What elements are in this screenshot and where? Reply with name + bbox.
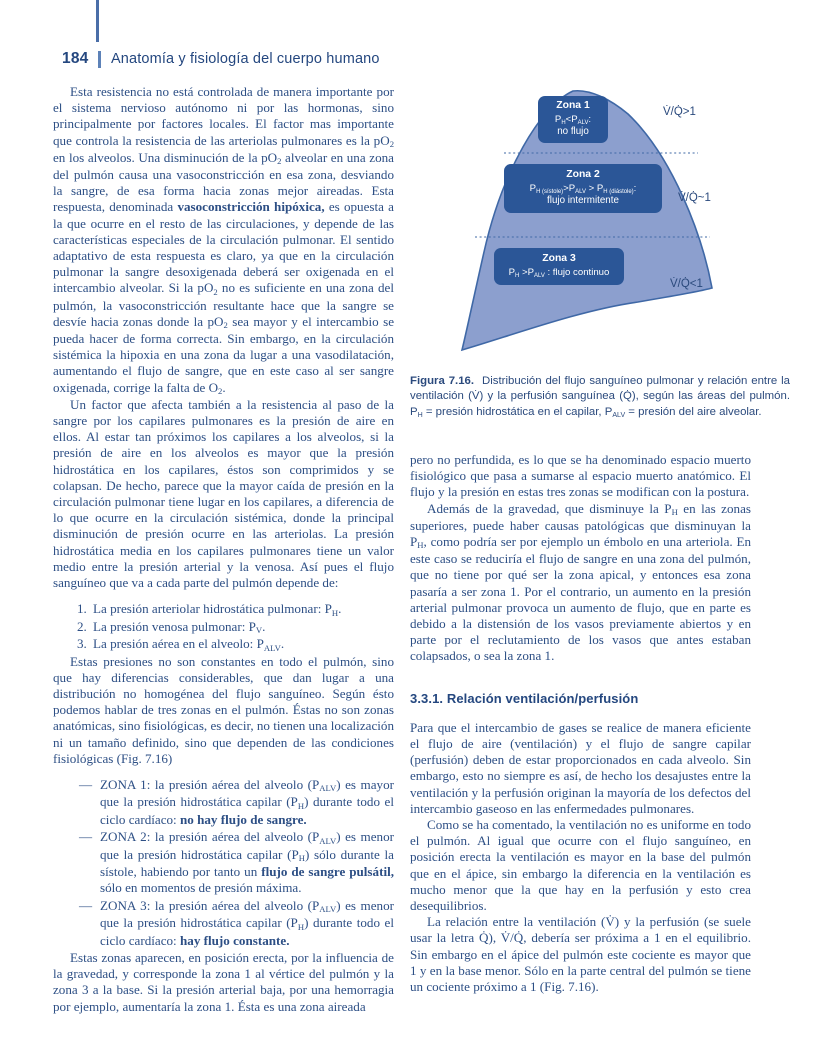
- list-item: [53, 619, 394, 636]
- subscript: ALV: [534, 272, 545, 279]
- list-item-text: ZONA 3: la presión aérea del alveolo (P: [100, 897, 320, 913]
- text-run: :: [588, 113, 592, 125]
- subscript: H: [331, 607, 339, 618]
- subscript: 2: [213, 286, 218, 297]
- text-run: :: [633, 182, 637, 194]
- bleed-marker: [96, 0, 99, 42]
- text-run: ) durante todo el ciclo cardíaco:: [100, 794, 394, 827]
- subscript: H: [417, 540, 424, 551]
- zone2-emphasis: flujo de sangre pulsátil,: [261, 863, 394, 879]
- list-item-text: La presión aérea en el alveolo: P: [93, 636, 264, 652]
- list-item-text: La presión arteriolar hidrostática pulmonar: P: [93, 601, 332, 617]
- term-vasoconstriccion-hipoxica: vasoconstricción hipóxica,: [177, 199, 325, 215]
- list-dash: —: [79, 897, 93, 913]
- text-run: en las zonas superiores, puede haber causas patológicas que disminuyan la P: [410, 500, 751, 550]
- paragraph-factor-resistencia: Un factor que afecta también a la resistencia al paso de la sangre por los capilares pulmonares es la presión de aire en ellos. Al estar tan próximos los capilares a los alveolos, si la presión de aire en los alveolos es mayor que la presión hidrostática en los capilares, éstos son comprimidos y se colapsan. De hecho, parece que la mayor caída de presión en la circulación pulmonar tiene lugar en los capilares, a diferencia de lo que ocurre en la circulación sistémica, donde la principal disminución de presión ocurre en las arteriolas. La presión hidrostática media en los capilares pulmonares tiene un valor medio entre la presión arterial y la venosa. Así pues el flujo sanguíneo que va a cada parte del pulmón depende de:: [53, 396, 394, 591]
- text-run: Además de la gravedad, que disminuye la P: [427, 500, 672, 516]
- running-head: [62, 50, 380, 68]
- right-text-column: [410, 452, 751, 995]
- paragraph-ventilacion-no-uniforme: Como se ha comentado, la ventilación no es uniforme en todo el pulmón. Al igual que ocurre con el flujo sanguíneo, en posición erecta la ventilación es mayor en la base del pulmón que en el ápice, sin embargo la diferencia en la ventilación es mucho menor que la que hay en la perfusión y esto crea desequilibrios.: [410, 817, 751, 914]
- text-run: >P: [563, 182, 576, 194]
- paragraph-espacio-muerto: pero no perfundida, es lo que se ha denominado espacio muerto fisiológico que pasa a sumarse al espacio muerto anatómico. El flujo y la presión en estas tres zonas se modifican con la postura.: [410, 452, 751, 500]
- paragraph-relacion-vq: La relación entre la ventilación (V̇) y la perfusión (se suele usar la letra Q̇), V̇/Q̇, debería ser próxima a 1 en el equilibrio. Sin embargo en el ápice del pulmón este cociente es mayor que 1 y en la base menor. Sólo en la parte central del pulmón se tiene un cociente próximo a 1 (Fig. 7.16).: [410, 914, 751, 995]
- paragraph-intercambio-gases: Para que el intercambio de gases se realice de manera eficiente el flujo de aire (ventilación) y el flujo de sangre capilar (perfusión) deben de estar proporcionados en cada alveolo. Sin embargo, esto no siempre es así, de hecho los desajustes entre la ventilación y la perfusión originan la mayoría de los defectos del intercambio gaseoso en las enfermedades pulmonares.: [410, 719, 751, 816]
- text-run: sea mayor y el intercambio se pueda hacer de forma correcta. Sin embargo, en la circulación sistémica la hipoxia en una zona da lugar a una vasodilatación, aumentando el flujo de sangre, que en este caso al ser sangre oxigenada, corrige la falta de O: [53, 313, 395, 395]
- text-run: = presión hidrostática en el capilar, P: [422, 405, 613, 418]
- zone-definition-list: [53, 777, 394, 949]
- list-item: [53, 898, 394, 949]
- zone-1-title: Zona 1: [556, 100, 590, 111]
- zone-3-title: Zona 3: [542, 253, 576, 264]
- subscript: H: [298, 852, 305, 863]
- list-item-text: La presión venosa pulmonar: P: [93, 618, 256, 634]
- subscript: H: [561, 119, 566, 126]
- text-run: es opuesta a la que ocurre en el resto de las circulaciones, y depende de las características especiales de la circulación pulmonar. El sentido adaptativo de esta respuesta es claro, ya que en la circulación pulmonar la sangre desoxigenada deberá ser oxigenada en el intercambio alveolar. Si la pO: [53, 199, 394, 296]
- text-run: ) es menor que la presión hidrostática capilar (P: [100, 829, 395, 862]
- text-run: sólo en momentos de presión máxima.: [100, 880, 302, 896]
- zone-1-caption: no flujo: [557, 125, 589, 137]
- subscript: ALV: [319, 783, 337, 794]
- figure-caption: [410, 374, 790, 421]
- text-run: Esta resistencia no está controlada de manera importante por el sistema nervioso autónomo ni por las hormonas, sino principalmente por factores locales. El factor mas importante que controla la resistencia de las arteriolas pulmonares es la pO: [53, 84, 394, 148]
- subscript: ALV: [319, 904, 337, 915]
- subscript: H (diástole): [603, 188, 634, 195]
- list-item: [53, 601, 394, 618]
- text-run: <P: [565, 113, 578, 125]
- zone-3-box: [494, 248, 624, 285]
- zone-2-formula: [510, 183, 656, 195]
- list-dash: —: [79, 776, 93, 792]
- vq-ratio-label-zone1: V̇/Q̇>1: [663, 106, 696, 118]
- list-item-text: ZONA 1: la presión aérea del alveolo (P: [100, 776, 320, 792]
- text-run: > P: [585, 182, 604, 194]
- list-dash: —: [79, 829, 93, 845]
- running-head-divider: [98, 51, 101, 68]
- text-run: ) es mayor que la presión hidrostática capilar (P: [100, 776, 395, 810]
- subscript: H: [297, 921, 305, 932]
- caption-text: Distribución del flujo sanguíneo pulmonar y relación entre la ventilación (V̇) y la perfusión sanguínea (Q̇), según las áreas del pulmón. P: [410, 375, 790, 418]
- pressure-factor-list: [53, 601, 394, 653]
- subscript: 2: [389, 139, 394, 150]
- book-title: Anatomía y fisiología del cuerpo humano: [110, 51, 380, 67]
- list-marker: 3.: [77, 636, 87, 652]
- subscript: 2: [223, 320, 228, 331]
- text-run: no es suficiente en una zona del pulmón, la vasoconstricción resultante hace que la sangre se desvíe hacia zonas donde la pO: [53, 280, 394, 329]
- zone3-emphasis: hay flujo constante.: [179, 932, 290, 948]
- subscript: 2: [218, 386, 223, 397]
- text-run: P: [529, 182, 537, 194]
- list-item-text: ZONA 2: la presión aérea del alveolo (P: [100, 829, 320, 845]
- figure-label: Figura 7.16.: [410, 375, 475, 387]
- zone-1-box: [538, 96, 608, 143]
- text-run: ) es menor que la presión hidrostática capilar (P: [100, 897, 395, 931]
- subscript: ALV: [612, 411, 626, 419]
- text-run: alveolar en una zona del pulmón causa una vasoconstricción en esa zona, desviando la sangre, de esa forma hacia zonas mejor aireadas. Esta respuesta, denominada: [53, 149, 394, 215]
- vq-ratio-label-zone2: V̇/Q̇~1: [678, 192, 711, 204]
- vq-ratio-label-zone3: V̇/Q̇<1: [670, 278, 703, 290]
- text-run: .: [338, 601, 342, 617]
- zone-2-box: [504, 164, 662, 213]
- text-run: , como podría ser por ejemplo un émbolo en una arteriola. En este caso se reduciría el flujo de sangre en una zona del pulmón, que no tiene por qué ser la zona apical, y entonces esa zona pasaría a ser zona 1. Por el contrario, un aumento en la presión arterial pulmonar provoca un aumento de flujo, que en parte es debido a la distensión de los vasos previamente abiertos y en parte por el reclutamiento de los vasos que antes estaban colapsados, o sea la zona 1.: [410, 534, 751, 664]
- subscript: H: [671, 507, 678, 518]
- list-marker: 2.: [77, 618, 87, 634]
- list-marker: 1.: [77, 601, 87, 617]
- zone-2-caption: flujo intermitente: [547, 194, 619, 206]
- paragraph-gravedad: [410, 501, 751, 665]
- left-text-column: [53, 84, 394, 1015]
- text-run: ) durante todo el ciclo cardíaco:: [100, 915, 394, 948]
- zone1-emphasis: no hay flujo de sangre.: [179, 811, 307, 827]
- text-run: ) sólo durante la sístole, habiendo por tanto un: [100, 846, 394, 879]
- text-run: P: [554, 113, 562, 125]
- text-run: : flujo continuo: [544, 266, 610, 278]
- text-run: en los alveolos. Una disminución de la pO: [53, 149, 278, 165]
- subscript: ALV: [263, 642, 281, 653]
- zone-1-formula: [542, 114, 604, 126]
- subscript: V: [255, 625, 263, 636]
- text-run: P: [508, 266, 516, 278]
- text-run: = presión del aire alveolar.: [625, 405, 762, 418]
- subscript: ALV: [319, 835, 337, 846]
- paragraph-resistencia: [53, 84, 394, 397]
- subscript: ALV: [575, 188, 586, 195]
- list-item: [53, 829, 394, 897]
- text-run: .: [262, 618, 266, 634]
- page-number: 184: [62, 50, 89, 67]
- subscript: ALV: [577, 119, 589, 126]
- list-item: [53, 777, 394, 828]
- section-heading-3-3-1: 3.3.1. Relación ventilación/perfusión: [410, 690, 639, 706]
- paragraph-zonas-posicion-erecta: Estas zonas aparecen, en posición erecta, por la influencia de la gravedad, y corresponde la zona 1 al vértice del pulmón y la zona 3 a la base. Si la presión arterial baja, por una hemorragia por ejemplo, aumentaría la zona 1. Ésta es una zona aireada: [53, 950, 394, 1014]
- text-run: >P: [519, 266, 535, 278]
- figure-7-16: [410, 84, 790, 421]
- figure-canvas: [410, 84, 790, 366]
- subscript: 2: [277, 156, 282, 167]
- subscript: H: [297, 800, 305, 811]
- text-run: .: [280, 636, 285, 652]
- subscript: H: [417, 411, 423, 419]
- list-item: [53, 636, 394, 653]
- zone-2-title: Zona 2: [566, 169, 600, 180]
- subscript: H: [515, 272, 520, 279]
- subscript: H (sístole): [536, 188, 564, 195]
- paragraph-presiones-no-constantes: Estas presiones no son constantes en todo el pulmón, sino que hay diferencias considerables, que dan lugar a una distribución no homogénea del flujo sanguíneo. Según ésto podemos hablar de tres zonas en el pulmón. Éstas no son zonas anatómicas, sino fisiológicas, es decir, no tienen una localización ni un tamaño definido, sino que dependen de las condiciones fisiológicas (Fig. 7.16): [53, 653, 394, 766]
- text-run: .: [222, 379, 226, 395]
- zone-3-formula: [500, 267, 618, 279]
